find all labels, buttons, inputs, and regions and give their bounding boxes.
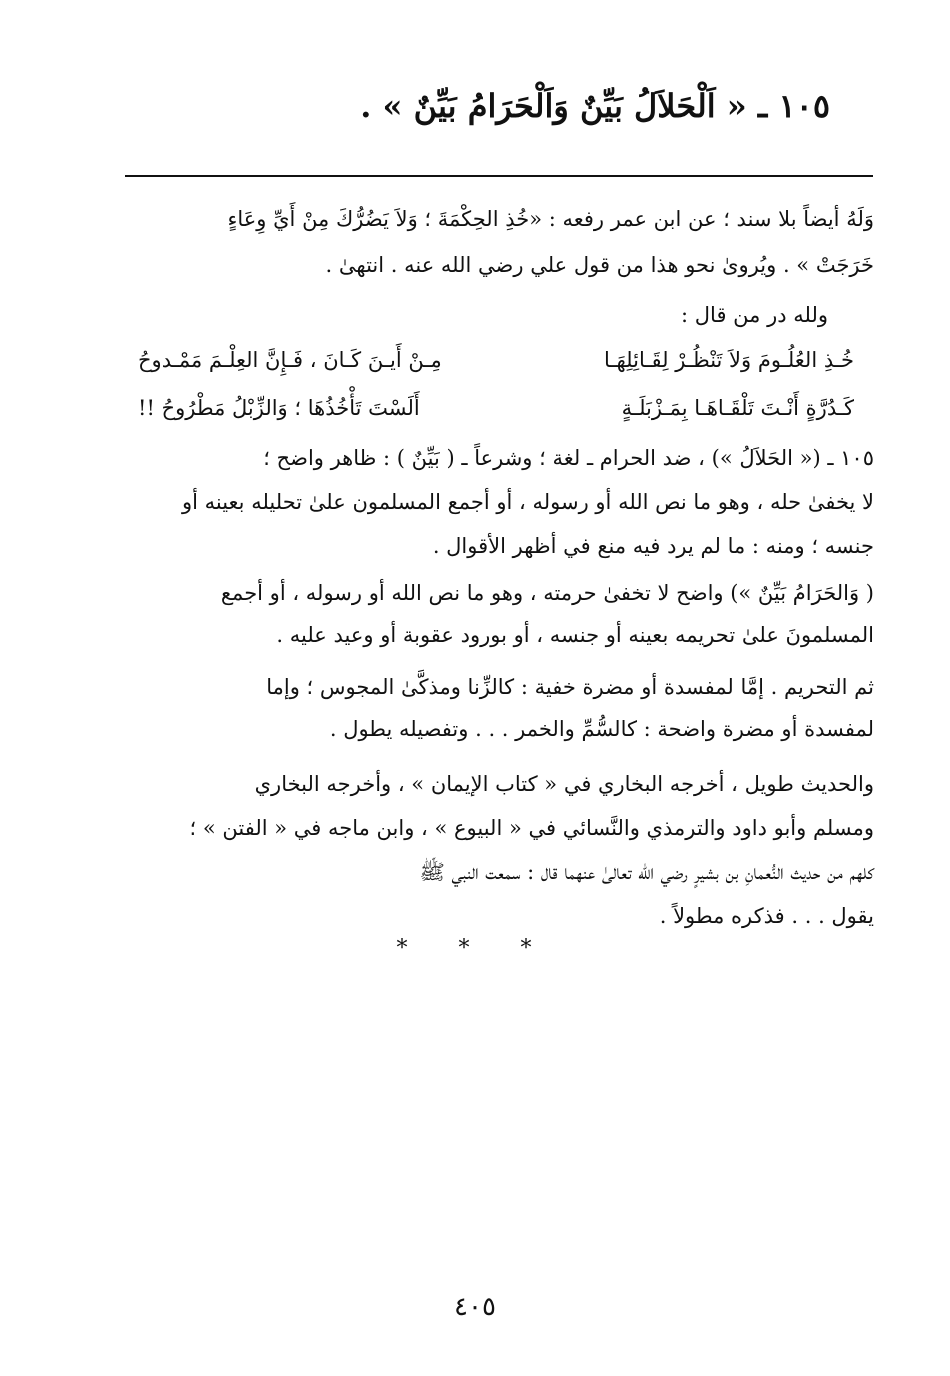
paragraph-haram-definition: [122, 572, 874, 656]
verse-line: [138, 386, 854, 434]
verse-second-hemistich: مِـنْ أَيـنَ كَـانَ ، فَـإِنَّ العِلْـمَ مَمْـدوحُ: [138, 348, 442, 372]
heading-divider: [125, 175, 873, 177]
verse-first-hemistich: خُـذِ العُلُـومَ وَلاَ تَنْظُـرْ لِقَـائِلِهَـا: [603, 348, 854, 372]
text-line: لا يخفىٰ حله ، وهو ما نص الله أو رسوله ، أو أجمع المسلمون علىٰ تحليله بعينه أو: [181, 490, 874, 514]
paragraph-prohibition-reasons: [122, 666, 874, 750]
verse-first-hemistich: كَـدُرَّةٍ أَنْـتَ تَلْقَـاهَـا بِمَـزْبَلَـةٍ: [621, 396, 854, 420]
text-line: ثم التحريم . إمَّا لمفسدة أو مضرة خفية : كالزِّنا ومذكَّىٰ المجوس ؛ وإما: [266, 675, 874, 699]
page-number: ٤٠٥: [454, 1292, 496, 1322]
text-line: وَلَهُ أيضاً بلا سند ؛ عن ابن عمر رفعه : «خُذِ الحِكْمَةَ ؛ وَلاَ يَضُرُّكَ مِنْ أَيِّ وِعَاءٍ: [227, 207, 874, 231]
text-line: والحديث طويل ، أخرجه البخاري في « كتاب الإيمان » ، وأخرجه البخاري: [254, 772, 874, 796]
text-line: جنسه ؛ ومنه : ما لم يرد فيه منع في أظهر الأقوال .: [432, 534, 874, 558]
paragraph-halal-definition: [122, 436, 874, 568]
hadith-heading: ١٠٥ ـ « اَلْحَلاَلُ بَيِّنٌ وَاَلْحَرَامُ بَيِّنٌ » .: [360, 87, 830, 125]
text-line: خَرَجَتْ » . ويُروىٰ نحو هذا من قول علي رضي الله عنه . انتهىٰ .: [325, 253, 874, 277]
poem-verses: [138, 338, 854, 434]
paragraph-takhrij: [122, 762, 874, 938]
text-line: ومسلم وأبو داود والترمذي والنَّسائي في « البيوع » ، وابن ماجه في « الفتن » ؛: [189, 816, 874, 840]
verse-line: [138, 338, 854, 386]
text-line: ( وَالحَرَامُ بَيِّنٌ ») واضح لا تخفىٰ حرمته ، وهو ما نص الله أو رسوله ، أو أجمع: [220, 581, 874, 605]
poem-intro: ولله در من قال :: [681, 303, 828, 327]
text-line: يقول . . . فذكره مطولاً .: [659, 904, 874, 928]
verse-second-hemistich: أَلَسْتَ تَأْخُذُهَا ؛ وَالزِّبْلُ مَطْرُوحُ !!: [138, 396, 420, 420]
text-line: ١٠٥ ـ (« الحَلاَلُ ») ، ضد الحرام ـ لغة ؛ وشرعاً ـ ( بَيِّنٌ ) : ظاهر واضح ؛: [263, 446, 874, 470]
text-line: لمفسدة أو مضرة واضحة : كالسُّمِّ والخمر . . . وتفصيله يطول .: [329, 717, 874, 741]
text-line: كلهم من حديث النُّعمانِ بن بشيرٍ رضي الله تعالىٰ عنهما قال : سمعت النبي ﷺ: [419, 860, 874, 884]
text-line: المسلمونَ علىٰ تحريمه بعينه أو جنسه ، أو بورود عقوبة أو وعيد عليه .: [276, 623, 874, 647]
paragraph-narration: [122, 196, 874, 288]
section-separator: * * *: [396, 936, 554, 961]
